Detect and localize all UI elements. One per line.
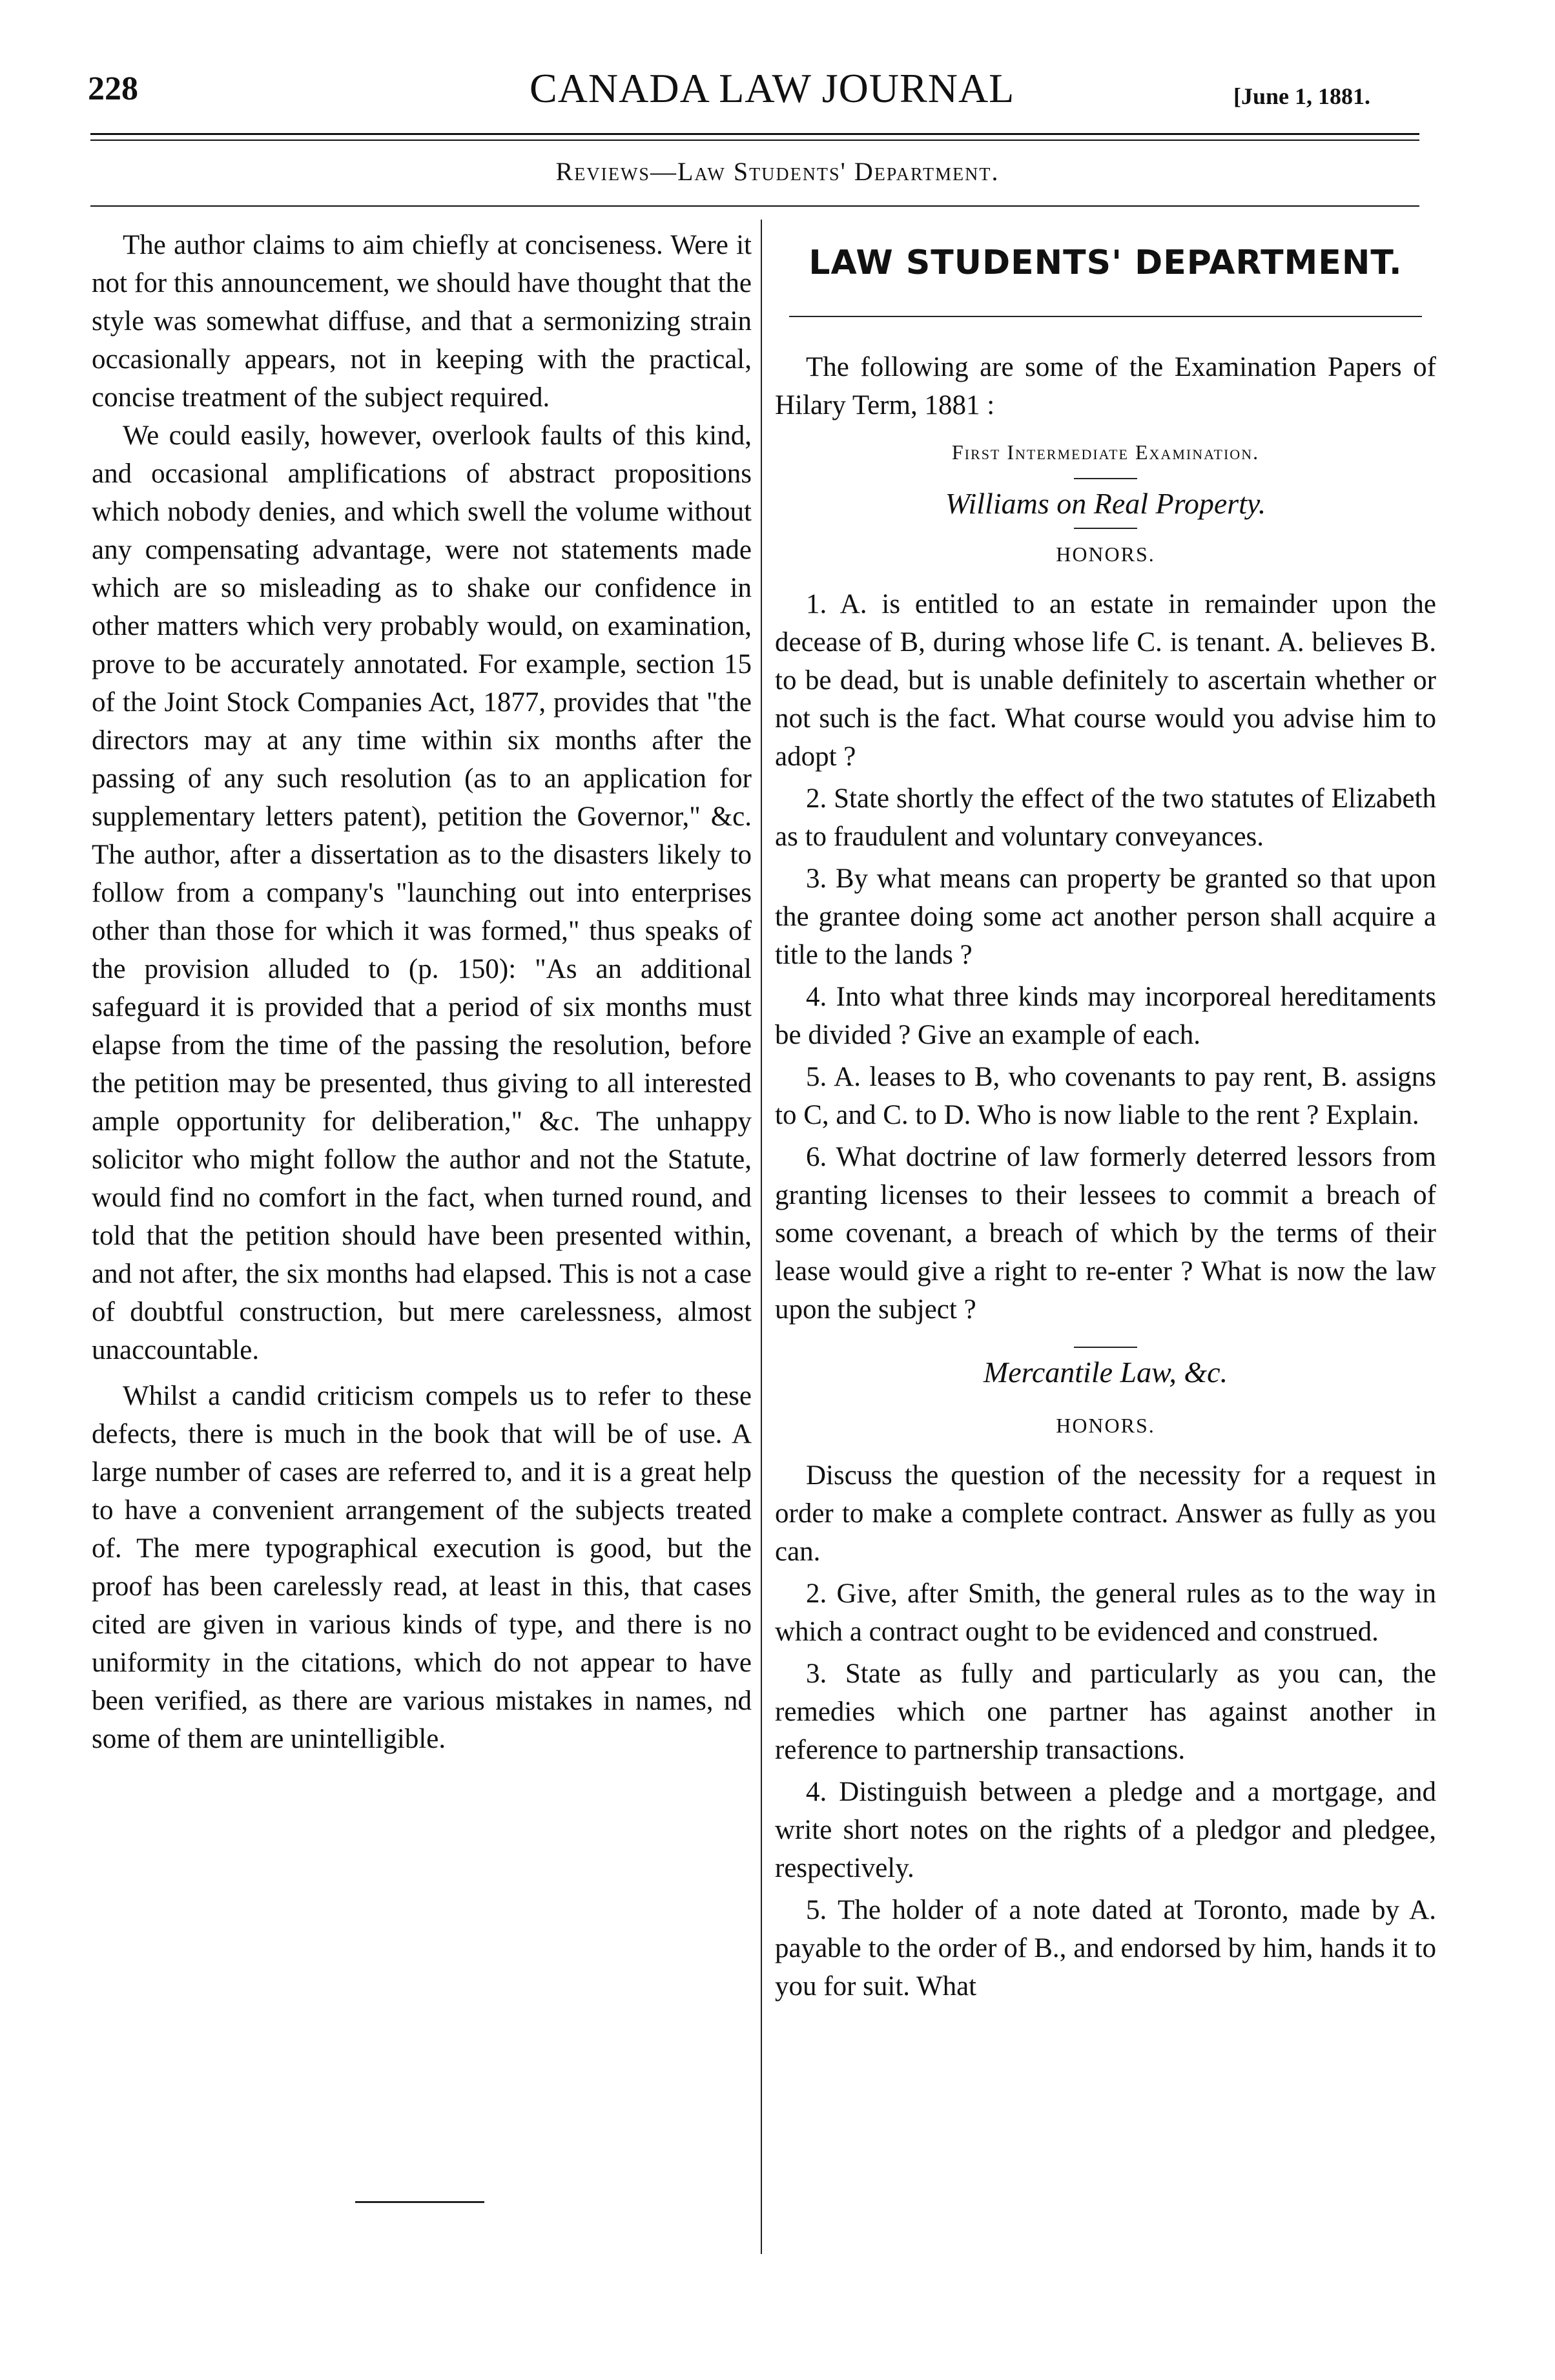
section-rule (1074, 1347, 1137, 1348)
article-end-rule (355, 2201, 484, 2203)
header-rule-top (90, 133, 1419, 135)
department-title: LAW STUDENTS' DEPARTMENT. (808, 243, 1403, 282)
subject-heading: Mercantile Law, &c. (983, 1356, 1228, 1389)
exam-question: 4. Into what three kinds may incorporeal hereditaments be divided ? Give an example of each. (775, 982, 1436, 1050)
exam-question: 2. State shortly the effect of the two statutes of Elizabeth as to fraudulent and voluntary conveyances. (775, 783, 1436, 852)
journal-title: CANADA LAW JOURNAL (530, 65, 1015, 111)
exam-question: 5. A. leases to B, who covenants to pay rent, B. assigns to C, and C. to D. Who is now liable to the rent ? Explain. (775, 1062, 1436, 1130)
review-paragraph: Whilst a candid criticism compels us to refer to these defects, there is much in the book that will be of use. A large number of cases are referred to, and it is a great help to have a convenient arrangement of the subjects treated of. The mere typographical execution is good, but the proof has been carelessly read, at least in this, that cases cited are given in various kinds of type, and there is no uniformity in the citations, which do not appear to have been verified, as there are various mistakes in names, nd some of them are unintelligible. (92, 1381, 752, 1754)
page-number: 228 (88, 70, 138, 107)
review-column (92, 226, 752, 1758)
department-rule (789, 316, 1422, 317)
header-rule-bottom (90, 140, 1419, 141)
exam-question: Discuss the question of the necessity for a request in order to make a complete contract. Answer as fully as you can. (775, 1460, 1436, 1567)
exam-question: 3. State as fully and particularly as you can, the remedies which one partner has against another in reference to partnership transactions. (775, 1659, 1436, 1765)
exam-question: 3. By what means can property be granted so that upon the grantee doing some act another person shall acquire a title to the lands ? (775, 864, 1436, 970)
exam-heading: First Intermediate Examination. (951, 440, 1260, 464)
column-divider (761, 220, 762, 2254)
running-head: Reviews—Law Students' Department. (555, 157, 1000, 186)
honors-label: HONORS. (1056, 1414, 1155, 1437)
exam-question: 4. Distinguish between a pledge and a mortgage, and write short notes on the rights of a pledgor and pledgee, respectively. (775, 1777, 1436, 1883)
honors-label: HONORS. (1056, 543, 1155, 566)
exam-question: 6. What doctrine of law formerly deterred lessors from granting licenses to their lessees to commit a breach of some covenant, a breach of which by the terms of their lease would give a right to re-enter ? What is now the law upon the subject ? (775, 1142, 1436, 1325)
issue-date: [June 1, 1881. (1233, 83, 1371, 109)
exam-question: 2. Give, after Smith, the general rules as to the way in which a contract ought to be evidenced and construed. (775, 1578, 1436, 1647)
review-paragraph: We could easily, however, overlook faults of this kind, and occasional amplifications of abstract propositions which nobody denies, and which swell the volume without any compensating advantage, were not statements made which are so misleading as to shake our confidence in other matters which very probably would, on examination, prove to be accurately annotated. For example, section 15 of the Joint Stock Companies Act, 1877, provides that "the directors may at any time within six months after the passing of any such resolution (as to an application for supplementary letters patent), petition the Governor," &c. The author, after a dissertation as to the disasters likely to follow from a company's "launching out into enterprises other than those for which it was formed," thus speaks of the provision alluded to (p. 150): "As an additional safeguard it is provided that a period of six months must elapse from the time of the passing the resolution, before the petition may be presented, thus giving to all interested ample opportunity for deliberation," &c. The unhappy solicitor who might follow the author and not the Statute, would find no comfort in the fact, when turned round, and told that the petition should have been presented within, and not after, the six months had elapsed. This is not a case of doubtful construction, but mere carelessness, almost unaccountable. (92, 420, 752, 1365)
section-rule (1074, 528, 1137, 529)
law-students-column (775, 226, 1436, 2009)
running-head-rule (90, 205, 1419, 207)
review-paragraph: The author claims to aim chiefly at conciseness. Were it not for this announcement, we should have thought that the style was somewhat diffuse, and that a sermonizing strain occasionally appears, not in keeping with the practical, concise treatment of the subject required. (92, 230, 752, 413)
section-rule (1074, 478, 1137, 479)
exam-question: 5. The holder of a note dated at Toronto, made by A. payable to the order of B., and endorsed by him, hands it to you for suit. What (775, 1895, 1436, 2002)
subject-heading: Williams on Real Property. (945, 487, 1266, 520)
exam-question: 1. A. is entitled to an estate in remainder upon the decease of B, during whose life C. is tenant. A. believes B. to be dead, but is unable definitely to ascertain whether or not such is the fact. What course would you advise him to adopt ? (775, 589, 1436, 772)
exam-intro: The following are some of the Examination Papers of Hilary Term, 1881 : (775, 352, 1436, 420)
